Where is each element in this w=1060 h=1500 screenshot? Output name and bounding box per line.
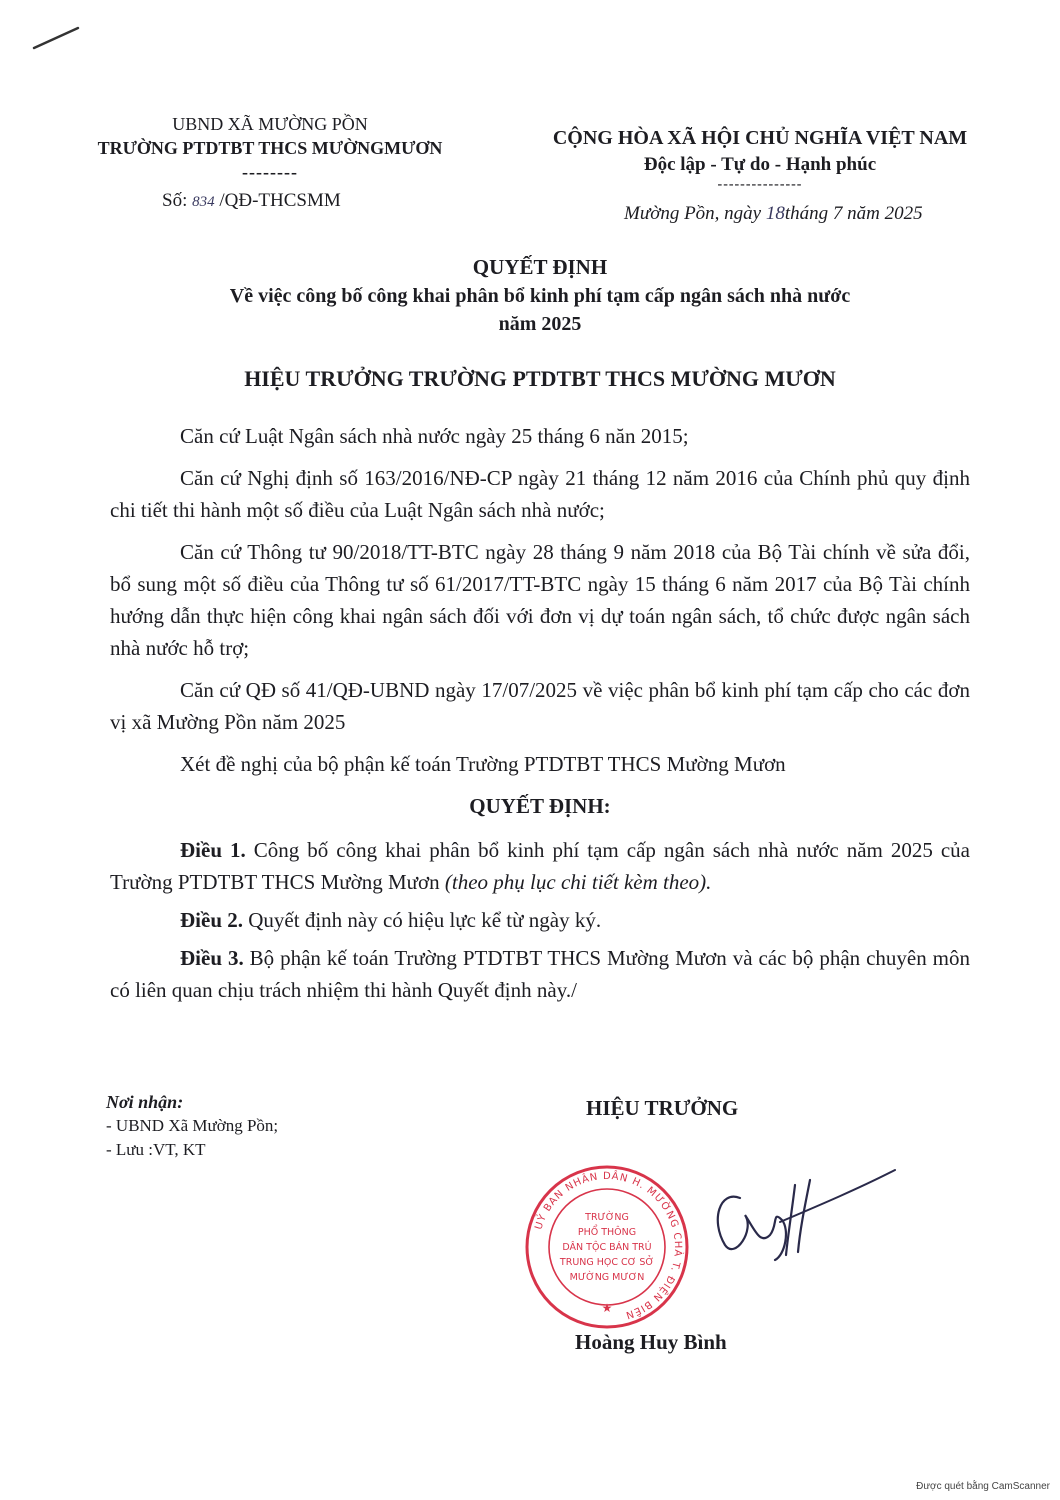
preamble-paragraph: Căn cứ Thông tư 90/2018/TT-BTC ngày 28 tháng 9 năm 2018 của Bộ Tài chính về sửa đổi, bổ sung một số điều của Thông tư số 61/2017/TT-BTC ngày 15 tháng 6 năm 2017 của Bộ Tài chính hướng dẫn thực hiện công khai ngân sách đối với đơn vị dự toán ngân sách, tổ chức được ngân sách nhà nước hỗ trợ;: [110, 540, 970, 660]
issuing-authority: [60, 112, 480, 184]
date-day-handwritten: 18: [765, 203, 785, 224]
article-3: [110, 942, 970, 1006]
date-suffix: tháng 7 năm 2025: [784, 203, 923, 224]
preamble-paragraph: Căn cứ Luật Ngân sách nhà nước ngày 25 tháng 6 năn 2015;: [180, 424, 689, 448]
motto: Độc lập - Tự do - Hạnh phúc: [643, 154, 877, 175]
doc-number-suffix: /QĐ-THCSMM: [214, 190, 341, 211]
signer-title: HIỆU TRƯỞNG: [586, 1096, 739, 1120]
preamble-paragraph: Căn cứ Nghị định số 163/2016/NĐ-CP ngày 21 tháng 12 năm 2016 của Chính phủ quy định chi tiết thi hành một số điều của Luật Ngân sách nhà nước;: [110, 466, 970, 522]
article-2-label: Điều 2.: [180, 908, 243, 932]
svg-text:TRƯỜNG: TRƯỜNG: [585, 1212, 629, 1223]
scanner-watermark: Được quét bằng CamScanner: [916, 1481, 1050, 1492]
doc-number-prefix: Số:: [162, 190, 193, 211]
recipient-item: - Lưu :VT, KT: [106, 1140, 206, 1159]
decision-subject-line-1: Về việc công bố công khai phân bổ kinh phí tạm cấp ngân sách nhà nước: [229, 285, 851, 307]
decision-title-block: [90, 252, 990, 338]
svg-text:PHỔ THÔNG: PHỔ THÔNG: [577, 1227, 637, 1238]
document-number: [162, 190, 341, 212]
motto-divider: ---------------: [717, 177, 803, 192]
article-2-text: Quyết định này có hiệu lực kể từ ngày ký.: [243, 908, 602, 932]
issue-date: [624, 203, 923, 225]
svg-text:TRUNG HỌC CƠ SỞ: TRUNG HỌC CƠ SỞ: [559, 1257, 655, 1268]
article-1-note: (theo phụ lục chi tiết kèm theo).: [444, 870, 712, 894]
svg-text:MƯỜNG MƯƠN: MƯỜNG MƯƠN: [569, 1272, 645, 1283]
signer-name: Hoàng Huy Bình: [575, 1330, 727, 1354]
article-3-label: Điều 3.: [180, 946, 244, 970]
country-name: CỘNG HÒA XÃ HỘI CHỦ NGHĨA VIỆT NAM: [552, 127, 968, 149]
national-motto: [490, 124, 1030, 192]
article-3-text: Bộ phận kế toán Trường PTDTBT THCS Mường Mươn và các bộ phận chuyên môn có liên quan chịu trách nhiệm thi hành Quyết định này./: [110, 946, 971, 1002]
preamble-paragraph: Căn cứ QĐ số 41/QĐ-UBND ngày 17/07/2025 về việc phân bổ kinh phí tạm cấp cho các đơn vị xã Mường Pồn năm 2025: [110, 678, 970, 734]
doc-number-handwritten: 834: [192, 194, 215, 210]
pen-stroke-mark: [30, 22, 90, 52]
article-1-text: Công bố công khai phân bổ kinh phí tạm cấp ngân sách nhà nước năm 2025 của Trường PTDTBT THCS Mường Mươn: [110, 838, 971, 894]
decision-heading: QUYẾT ĐỊNH:: [469, 794, 611, 818]
recipients-heading: Nơi nhận:: [106, 1092, 184, 1112]
authority-line-2: TRƯỜNG PTDTBT THCS MƯỜNGMƯƠN: [97, 138, 443, 158]
svg-text:★: ★: [601, 1301, 613, 1315]
document-body: [110, 420, 970, 1012]
article-1: [110, 834, 970, 898]
svg-text:UỶ BAN NHÂN DÂN H. MƯỜNG CHÀ T: UỶ BAN NHÂN DÂN H. MƯỜNG CHÀ T. ĐIỆN BIÊN: [533, 1170, 684, 1321]
official-seal-stamp: [522, 1162, 692, 1332]
decision-subject-line-2: năm 2025: [498, 313, 582, 335]
decision-title: QUYẾT ĐỊNH: [472, 255, 608, 279]
handwritten-signature: [700, 1160, 900, 1270]
svg-text:DÂN TỘC BÁN TRÚ: DÂN TỘC BÁN TRÚ: [562, 1242, 652, 1253]
date-prefix: Mường Pồn, ngày: [624, 203, 766, 224]
issuing-authority-heading: HIỆU TRƯỞNG TRƯỜNG PTDTBT THCS MƯỜNG MƯƠN: [244, 366, 836, 391]
preamble-paragraph: Xét đề nghị của bộ phận kế toán Trường PTDTBT THCS Mường Mươn: [180, 752, 786, 776]
article-2: [110, 904, 970, 936]
article-1-label: Điều 1.: [180, 838, 246, 862]
authority-divider: --------: [242, 162, 298, 182]
authority-line-1: UBND XÃ MƯỜNG PỒN: [172, 114, 368, 134]
recipients-block: [106, 1090, 426, 1162]
recipient-item: - UBND Xã Mường Pồn;: [106, 1116, 279, 1135]
